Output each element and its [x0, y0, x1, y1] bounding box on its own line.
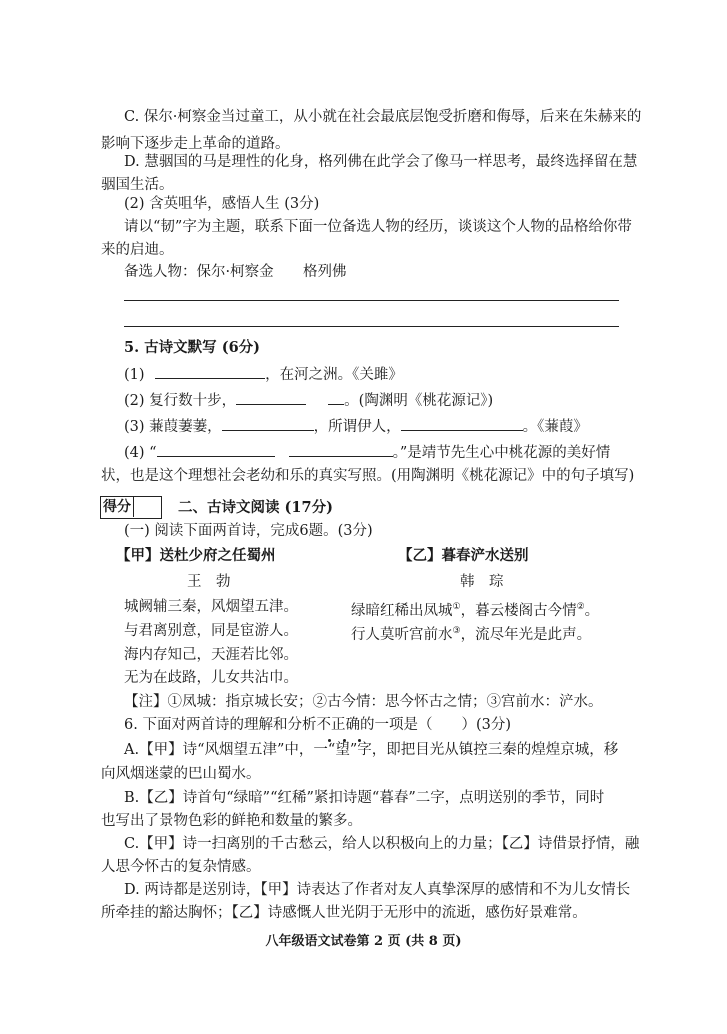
poem-yi-line-2b: ，流尽年光是此声。	[460, 626, 592, 643]
q5-item4-number: (4)	[124, 445, 145, 461]
q4-option-d-line2: 骃国生活。	[101, 177, 174, 193]
q5-item4-open: “	[149, 445, 157, 461]
q4-option-c-line1: C. 保尔·柯察金当过童工，从小就在社会最底层饱受折磨和侮辱，后来在朱赫来的	[124, 109, 642, 125]
q4-option-c-line2: 影响下逐步走上革命的道路。	[101, 136, 290, 152]
q4-option-d-line1: D. 慧骃国的马是理性的化身，格列佛在此学会了像马一样思考，最终选择留在慧	[124, 154, 638, 170]
poem-jia-title: 【甲】送杜少府之任蜀州	[116, 547, 276, 564]
q5-item1-blank[interactable]	[155, 364, 265, 379]
q6-option-b-line1: B.【乙】诗首句“绿暗”“红稀”紧扣诗题“暮春”二字，点明送别的季节，同时	[124, 790, 605, 806]
q4-part2-heading: (2) 含英咀华，感悟人生 (3分)	[124, 196, 320, 212]
q6-option-d-line2: 所牵挂的豁达胸怀；【乙】诗感慨人世光阴于无形中的流逝，感伤好景难常。	[101, 905, 587, 921]
score-box	[100, 496, 162, 519]
q5-item1-text: ，在河之洲。《关雎》	[265, 367, 403, 383]
q5-item3-pre: 蒹葭萋萋，	[149, 419, 222, 435]
q6-option-a-line2: 向风烟迷蒙的巴山蜀水。	[101, 766, 261, 782]
q5-item1	[124, 364, 403, 385]
poem-yi-line-1a: 绿暗红稀出凤城	[351, 602, 453, 619]
q4-part2-prompt-line2: 来的启迪。	[101, 242, 174, 258]
q6-option-c-line2: 人思今怀古的复杂情感。	[101, 859, 261, 875]
poem-jia-line-4: 无为在歧路，儿女共沾巾。	[124, 670, 298, 686]
poem-notes: 【注】①凤城：指京城长安；②古今情：思今怀古之情；③宫前水：浐水。	[124, 694, 603, 710]
section2-title: 二、古诗文阅读 (17分)	[178, 499, 333, 516]
page-footer: 八年级语文试卷第 2 页 (共 8 页)	[265, 934, 462, 949]
q6-option-b-line2: 也写出了景物色彩的鲜艳和数量的繁多。	[101, 813, 362, 829]
q6-option-a-line1: A.【甲】诗“风烟望五津”中，一“望”字，即把目光从镇控三秦的煌煌京城，移	[124, 742, 619, 758]
poem-yi-line-2a: 行人莫听宫前水	[351, 626, 453, 643]
poem-yi-line-1	[351, 597, 599, 621]
q5-item4-line2: 状，也是这个理想社会老幼和乐的真实写照。(用陶渊明《桃花源记》中的句子填写)	[101, 468, 635, 484]
q6-stem: 6. 下面对两首诗的理解和分析不正确的一项是（ ）(3分)	[124, 717, 511, 733]
footnote-marker-3: ③	[452, 626, 461, 636]
answer-line-1[interactable]	[124, 300, 619, 301]
poem-yi-author: 韩 琮	[460, 574, 504, 590]
q6-option-c-line1: C.【甲】诗一扫离别的千古愁云，给人以积极向上的力量；【乙】诗借景抒情，融	[124, 836, 640, 852]
poem-jia-line-1: 城阙辅三秦，风烟望五津。	[124, 599, 298, 615]
q5-item2-blank-a[interactable]	[236, 390, 306, 405]
q4-candidate-2: 格列佛	[303, 264, 347, 280]
q5-item4-close: 。”是靖节先生心中桃花源的美好情	[392, 445, 611, 461]
score-label: 得分	[101, 497, 134, 517]
q5-item3-blank-a[interactable]	[222, 416, 314, 431]
q5-item2	[124, 390, 493, 411]
q5-item2-post: 。(陶渊明《桃花源记》)	[344, 393, 494, 409]
poem-jia-line-2: 与君离别意，同是宦游人。	[124, 623, 298, 639]
q5-item1-number: (1)	[124, 367, 145, 383]
q5-item2-pre: 复行数十步，	[149, 393, 237, 409]
q5-item4-blank-a[interactable]	[157, 442, 275, 457]
footnote-marker-1: ①	[452, 602, 461, 612]
q4-part2-prompt-line1: 请以“韧”字为主题，联系下面一位备选人物的经历，谈谈这个人物的品格给你带	[124, 219, 632, 235]
q5-item4-blank-b[interactable]	[289, 442, 393, 457]
q5-heading: 5. 古诗文默写 (6分)	[124, 339, 261, 356]
section2-sub-heading: (一) 阅读下面两首诗，完成6题。(3分)	[124, 523, 373, 539]
q5-item2-number: (2)	[124, 393, 145, 409]
q4-candidates-label: 备选人物：保尔·柯察金	[124, 264, 274, 280]
q5-item2-blank-b[interactable]	[328, 390, 344, 405]
q5-item3-post: 。《蒹葭》	[522, 419, 588, 435]
answer-line-2[interactable]	[124, 326, 619, 327]
poem-yi-title: 【乙】暮春浐水送别	[398, 547, 529, 564]
q5-item4	[124, 442, 610, 463]
footnote-marker-2: ②	[576, 602, 585, 612]
poem-yi-line-1c: 。	[584, 602, 600, 619]
poem-yi-line-1b: ，暮云楼阁古今情	[460, 602, 577, 619]
q5-item3-blank-b[interactable]	[401, 416, 523, 431]
q5-item3-mid: ，所谓伊人，	[313, 419, 401, 435]
poem-jia-author: 王 勃	[187, 574, 231, 590]
q6-option-d-line1: D. 两诗都是送别诗，【甲】诗表达了作者对友人真挚深厚的感情和不为儿女情长	[124, 882, 631, 898]
q5-item3	[124, 416, 588, 437]
poem-jia-line-3: 海内存知己，天涯若比邻。	[124, 647, 298, 663]
q5-item3-number: (3)	[124, 419, 145, 435]
poem-yi-line-2	[351, 621, 591, 645]
